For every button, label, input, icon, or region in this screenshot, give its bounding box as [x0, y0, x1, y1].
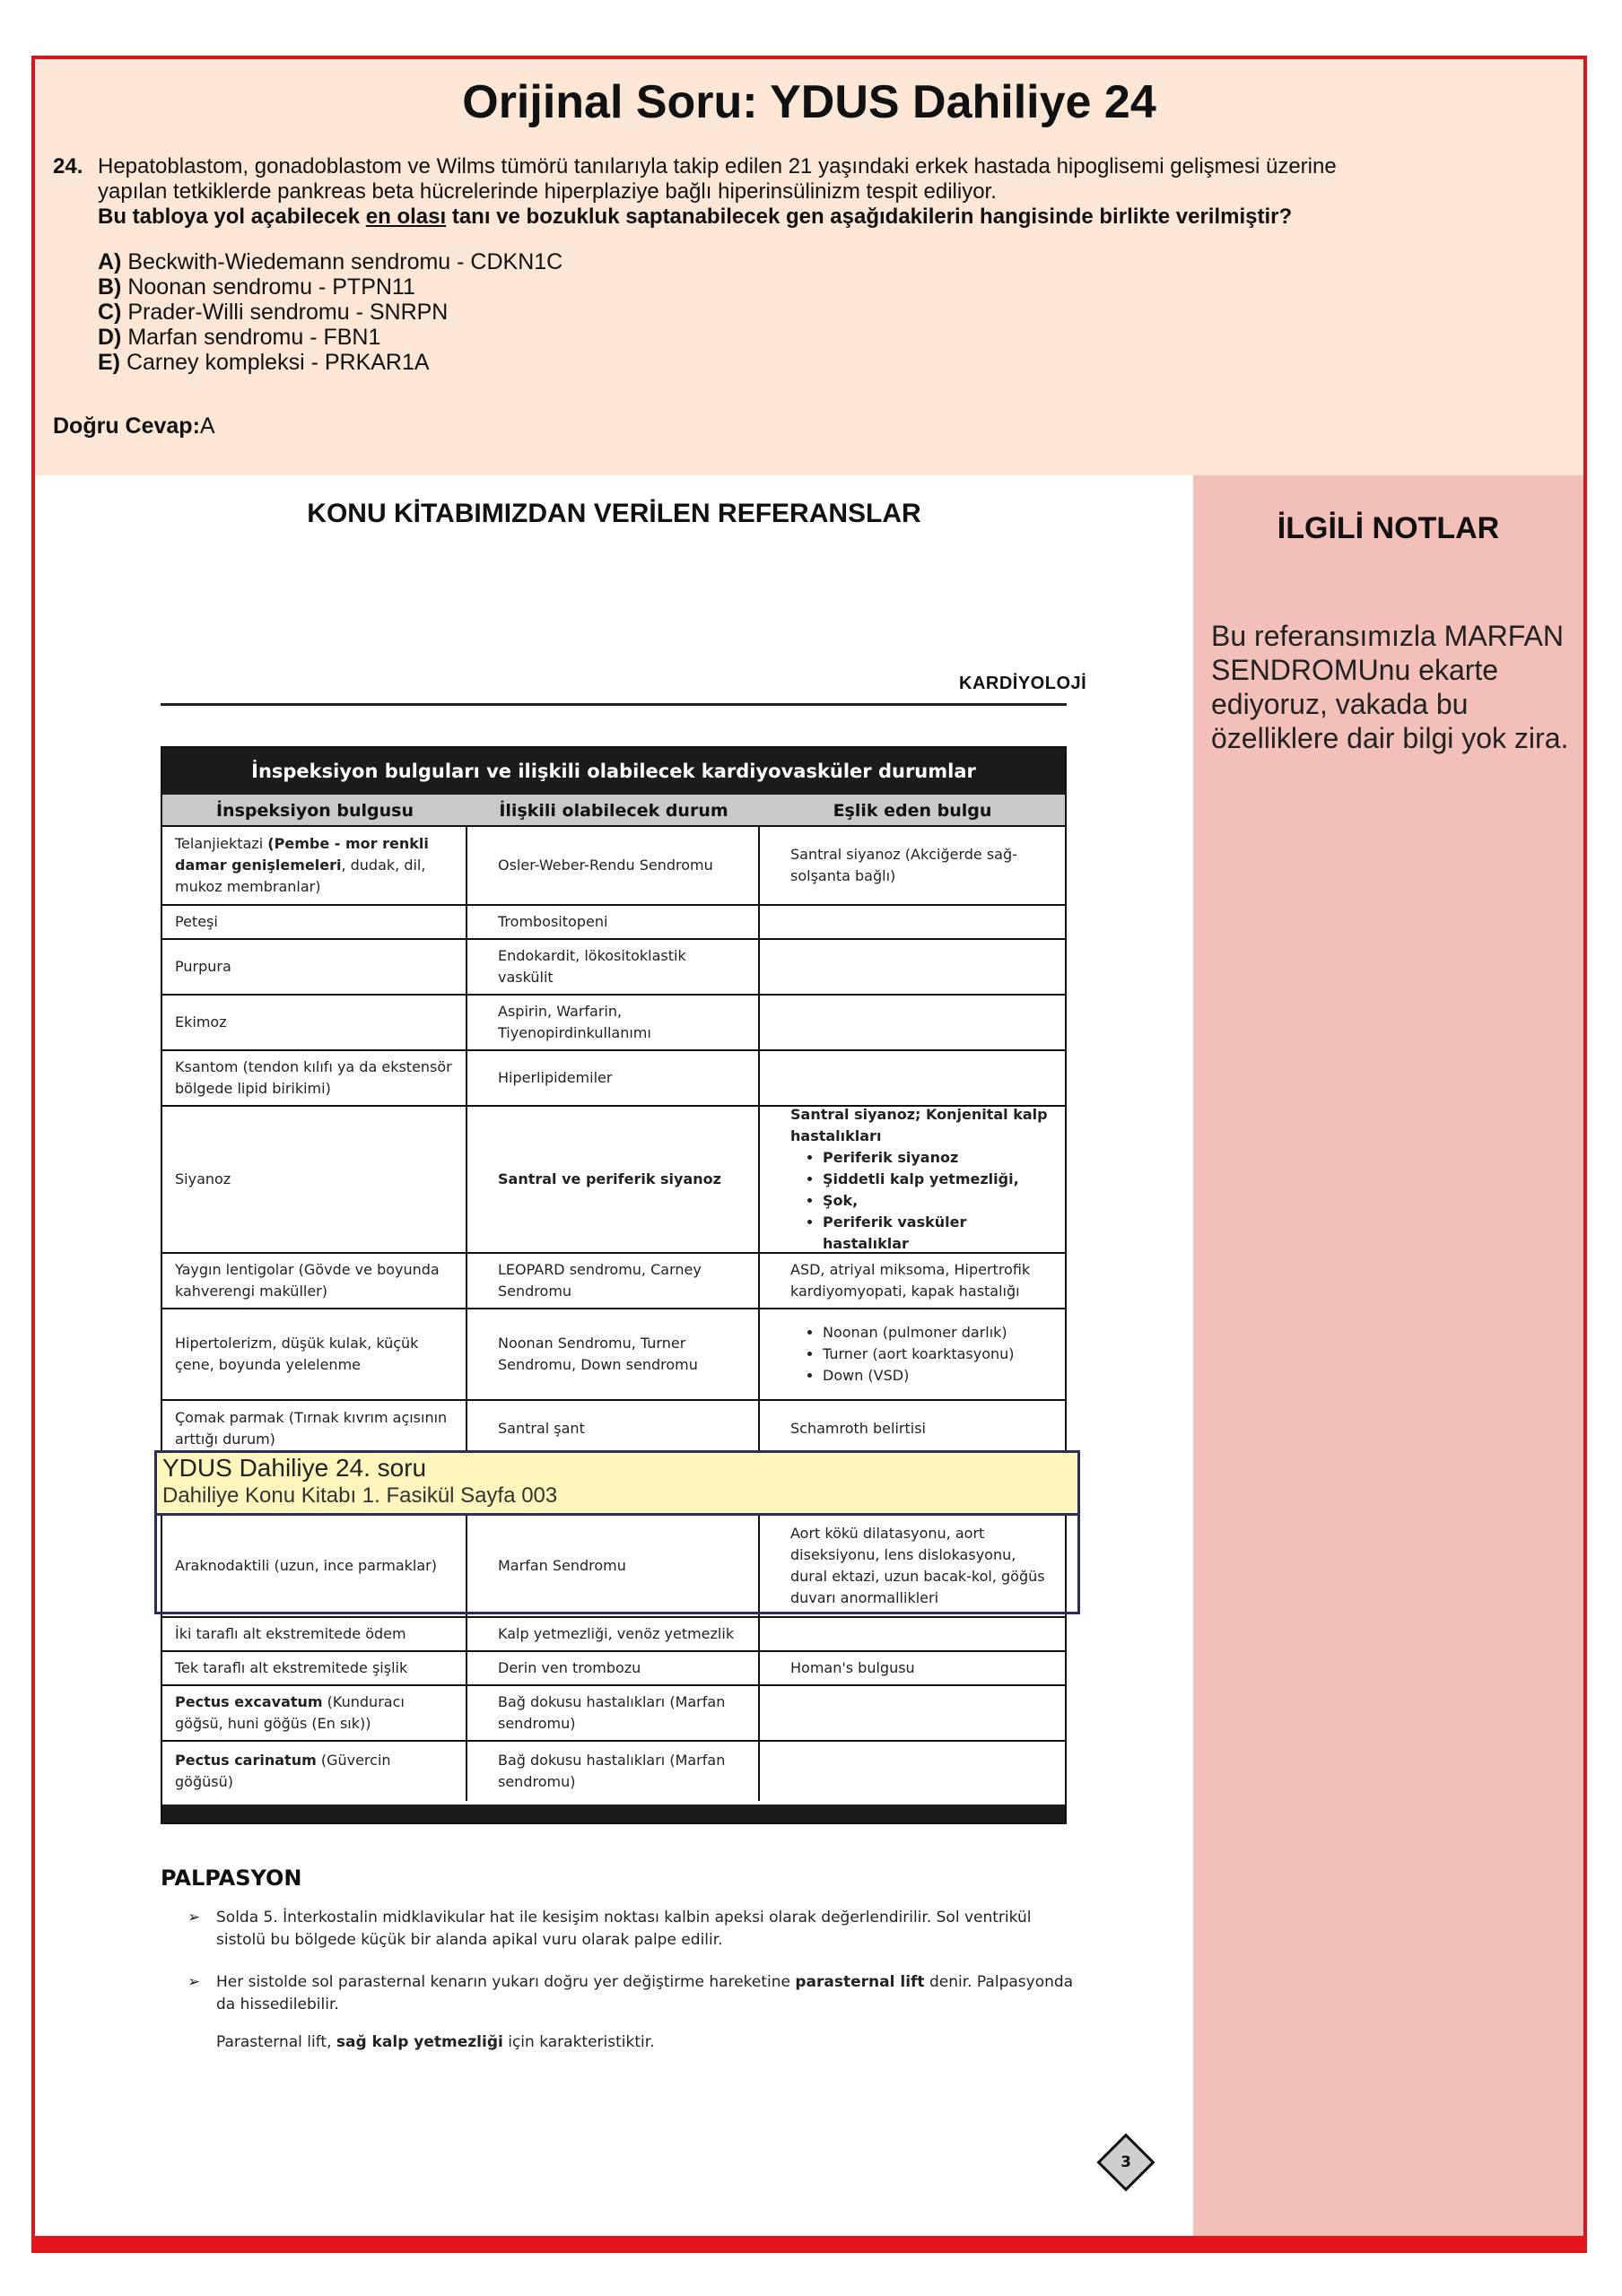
table-row [162, 1686, 1065, 1742]
table-cell: Telanjiektazi (Pembe - mor renkli damar genişlemeleri, dudak, dil, mukoz membranlar) [162, 827, 467, 904]
question-line-1: Hepatoblastom, gonadoblastom ve Wilms tümörü tanılarıyla takip edilen 21 yaşındaki erkek hastada hipoglisemi gelişmesi üzerine [98, 154, 1337, 178]
references-title: KONU KİTABIMIZDAN VERİLEN REFERANSLAR [307, 499, 921, 528]
section-heading: KARDİYOLOJİ [959, 674, 1087, 693]
table-cell: Osler-Weber-Rendu Sendromu [467, 827, 760, 904]
table-cell: LEOPARD sendromu, Carney Sendromu [467, 1254, 760, 1308]
question-body [53, 154, 1542, 230]
table-row [162, 1309, 1065, 1401]
table-cell: Santral siyanoz (Akciğerde sağ-solşanta bağlı) [790, 846, 1017, 884]
question-stem [98, 204, 1542, 230]
table-cell: Marfan Sendromu [467, 1516, 760, 1616]
question-stem-underline: en olası [365, 204, 447, 229]
table-cell: Santral şant [467, 1401, 760, 1457]
correct-answer [53, 413, 215, 439]
table-cell: Purpura [162, 940, 467, 994]
table-row [162, 1618, 1065, 1652]
table-cell: Aort kökü dilatasyonu, aort diseksiyonu, lens dislokasyonu, dural ektazi, uzun bacak-kol, göğüs duvarı anormallikleri [790, 1525, 1045, 1606]
table-cell: Hiperlipidemiler [467, 1051, 760, 1105]
table-cell: Aspirin, Warfarin, Tiyenopirdinkullanımı [467, 996, 760, 1049]
option-b: B) Noonan sendromu - PTPN11 [98, 274, 415, 300]
reference-question: YDUS Dahiliye 24. soru [162, 1454, 427, 1482]
table-footer-bar [162, 1805, 1065, 1822]
notes-title: İLGİLİ NOTLAR [1277, 511, 1500, 545]
question-panel [35, 59, 1583, 475]
palpasyon-note: Parasternal lift, sağ kalp yetmezliği için karakteristiktir. [216, 2033, 655, 2051]
question-stem-b: tanı ve bozukluk saptanabilecek gen aşağıdakilerin hangisinde birlikte verilmiştir? [446, 204, 1293, 229]
table-cell: Pectus excavatum (Kunduracı göğsü, huni göğüs (En sık)) [162, 1686, 467, 1740]
answer-label: Doğru Cevap: [53, 413, 200, 439]
table-cell [760, 1742, 1065, 1801]
arrow-bullet-icon: ➢ [187, 1973, 201, 1991]
table-cell [760, 1618, 1065, 1650]
table-header [162, 795, 1065, 827]
notes-panel [1193, 475, 1583, 2236]
column-header: Eşlik eden bulgu [833, 801, 992, 821]
table-row [162, 1254, 1065, 1309]
option-a: A) Beckwith-Wiedemann sendromu - CDKN1C [98, 249, 563, 274]
column-header: İnspeksiyon bulgusu [215, 801, 414, 821]
table-cell: Siyanoz [162, 1107, 467, 1252]
answer-value: A [199, 413, 215, 439]
table-cell: Homan's bulgusu [790, 1659, 915, 1676]
answer-options [98, 249, 562, 375]
table-cell: ASD, atriyal miksoma, Hipertrofik kardiyomyopati, kapak hastalığı [790, 1261, 1031, 1300]
table-cell: Araknodaktili (uzun, ince parmaklar) [162, 1516, 467, 1616]
palpasyon-bullet-2: ➢ Her sistolde sol parasternal kenarın yukarı doğru yer değiştirme hareketine parasternal lift denir. Palpasyonda da hissedilebilir. [187, 1973, 1074, 2013]
table-cell [760, 996, 1065, 1049]
table-cell: Schamroth belirtisi [790, 1420, 926, 1437]
question-title: Orijinal Soru: YDUS Dahiliye 24 [462, 76, 1156, 128]
table-row [162, 1652, 1065, 1686]
page-number: 3 [1121, 2153, 1131, 2171]
reference-source: Dahiliye Konu Kitabı 1. Fasikül Sayfa 003 [162, 1483, 558, 1508]
section-divider [161, 703, 1067, 706]
table-cell: Ekimoz [162, 996, 467, 1049]
table-row [162, 827, 1065, 906]
table-row [162, 1742, 1065, 1801]
inspection-table [161, 746, 1067, 1824]
table-cell: Peteşi [162, 906, 467, 938]
table-title: İnspeksiyon bulguları ve ilişkili olabilecek kardiyovasküler durumlar [162, 748, 1065, 795]
option-c: C) Prader-Willi sendromu - SNRPN [98, 300, 449, 325]
table-cell [760, 906, 1065, 938]
table-cell: Tek taraflı alt ekstremitede şişlik [162, 1652, 467, 1684]
table-cell: Çomak parmak (Tırnak kıvrım açısının arttığı durum) [162, 1401, 467, 1457]
table-cell: Endokardit, lökositoklastik vaskülit [467, 940, 760, 994]
arrow-bullet-icon: ➢ [187, 1909, 201, 1926]
table-cell: Santral siyanoz; Konjenital kalp hastalıkları • Periferik siyanoz • Şiddetli kalp yetmezliği, • Şok, • Periferik vasküler hastalıklar [760, 1107, 1065, 1252]
table-cell: Bağ dokusu hastalıkları (Marfan sendromu) [467, 1686, 760, 1740]
question-number: 24. [53, 154, 83, 178]
table-row [162, 1051, 1065, 1107]
table-row [162, 940, 1065, 996]
table-cell: İki taraflı alt ekstremitede ödem [162, 1618, 467, 1650]
question-line-2: yapılan tetkiklerde pankreas beta hücrelerinde hiperplaziye bağlı hiperinsülinizm tespit ediliyor. [98, 179, 997, 204]
table-cell: Bağ dokusu hastalıkları (Marfan sendromu) [467, 1742, 760, 1801]
option-e: E) Carney kompleksi - PRKAR1A [98, 350, 430, 375]
table-cell: • Noonan (pulmoner darlık) • Turner (aort koarktasyonu) • Down (VSD) [760, 1309, 1065, 1399]
palpasyon-heading: PALPASYON [161, 1866, 302, 1891]
reference-label [157, 1453, 1077, 1516]
table-cell: Kalp yetmezliği, venöz yetmezlik [467, 1618, 760, 1650]
table-cell: Pectus carinatum (Güvercin göğüsü) [162, 1742, 467, 1801]
table-cell [760, 940, 1065, 994]
table-row [162, 996, 1065, 1051]
table-cell [760, 1051, 1065, 1105]
table-row [162, 906, 1065, 940]
table-cell: Trombositopeni [467, 906, 760, 938]
table-cell: Noonan Sendromu, Turner Sendromu, Down sendromu [467, 1309, 760, 1399]
option-d: D) Marfan sendromu - FBN1 [98, 325, 381, 350]
reference-highlight [154, 1450, 1080, 1614]
table-cell: Ksantom (tendon kılıfı ya da ekstensör bölgede lipid birikimi) [162, 1051, 467, 1105]
notes-text: Bu referansımızla MARFAN SENDROMUnu ekarte ediyoruz, vakada bu özelliklere dair bilgi yok zira. [1211, 620, 1569, 754]
column-header: İlişkili olabilecek durum [499, 801, 728, 821]
bottom-accent-bar [31, 2236, 1587, 2250]
table-cell [760, 1686, 1065, 1740]
table-cell: Derin ven trombozu [467, 1652, 760, 1684]
table-row [162, 1107, 1065, 1254]
question-stem-a: Bu tabloya yol açabilecek [98, 204, 366, 229]
table-cell: Santral ve periferik siyanoz [467, 1107, 760, 1252]
table-cell: Hipertolerizm, düşük kulak, küçük çene, boyunda yelelenme [162, 1309, 467, 1399]
palpasyon-bullet-1: ➢ Solda 5. İnterkostalin midklavikular hat ile kesişim noktası kalbin apeksi olarak değerlendirilir. Sol ventrikül sistolü bu bölgede küçük bir alanda apikal vuru olarak palpe edilir. [187, 1909, 1032, 1949]
page-frame [31, 56, 1587, 2253]
question-text [98, 154, 1542, 230]
table-cell: Yaygın lentigolar (Gövde ve boyunda kahverengi maküller) [162, 1254, 467, 1308]
